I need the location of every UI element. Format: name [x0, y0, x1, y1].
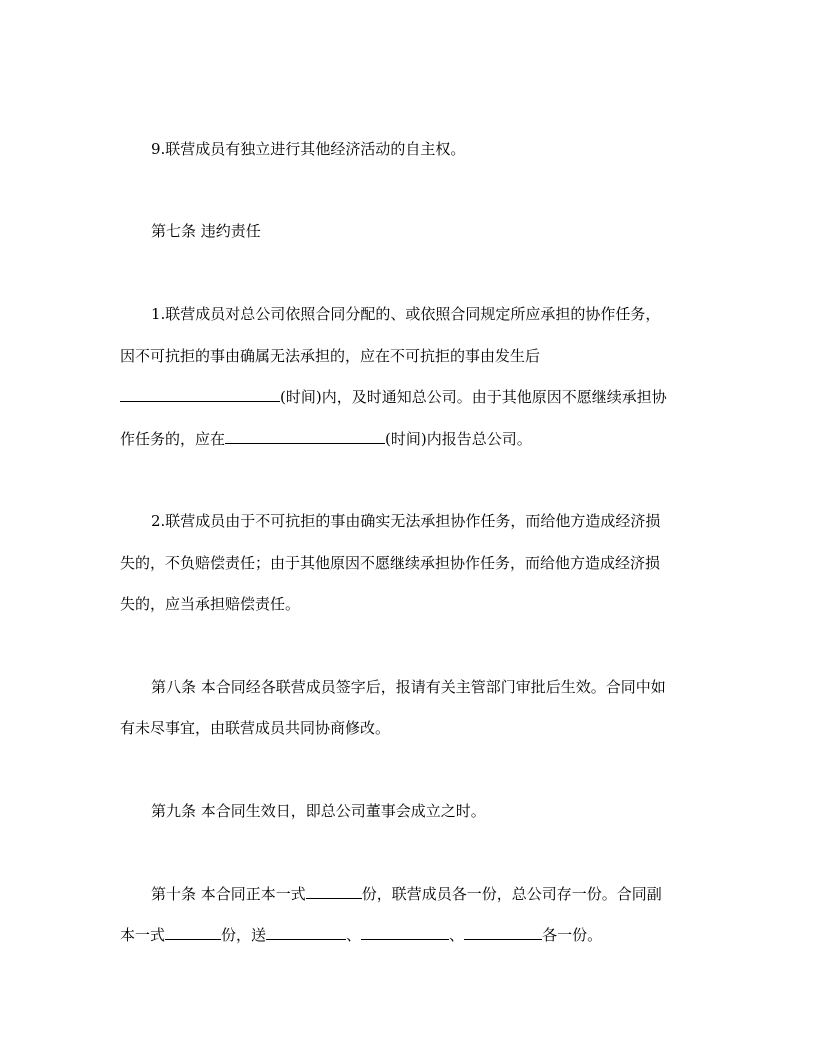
clause-2-line-2: 失的，不负赔偿责任；由于其他原因不愿继续承担协作任务，而给他方造成经济损 [120, 554, 661, 572]
article-10-line-2-end: 各一份。 [542, 926, 603, 944]
separator: 、 [449, 926, 465, 944]
clause-1-line-3-text: (时间)内，及时通知总公司。由于其他原因不愿继续承担协 [280, 388, 667, 406]
article-10-line-2-send: 份，送 [221, 926, 267, 944]
time-blank[interactable] [120, 387, 280, 402]
separator: 、 [346, 926, 362, 944]
article-7-heading: 第七条 违约责任 [151, 222, 261, 240]
recipient-blank[interactable] [464, 925, 542, 940]
clause-1-line-4-start: 作任务的，应在 [120, 430, 226, 448]
clause-1-line-3 [120, 387, 667, 407]
clause-2-line-3: 失的，应当承担赔偿责任。 [120, 595, 301, 613]
clause-2-line-1: 2.联营成员由于不可抗拒的事由确实无法承担协作任务，而给他方造成经济损 [151, 512, 661, 530]
copies-blank[interactable] [306, 884, 362, 899]
copies-blank[interactable] [165, 925, 221, 940]
article-10-line-2-start: 本一式 [120, 926, 166, 944]
recipient-blank[interactable] [266, 925, 346, 940]
clause-1-line-1: 1.联营成员对总公司依照合同分配的、或依照合同规定所应承担的协作任务， [151, 305, 661, 323]
clause-1-line-2: 因不可抗拒的事由确属无法承担的，应在不可抗拒的事由发生后 [120, 347, 541, 365]
clause-1-line-4 [120, 429, 532, 449]
recipient-blank[interactable] [361, 925, 449, 940]
article-8-line-1: 第八条 本合同经各联营成员签字后，报请有关主管部门审批后生效。合同中如 [151, 678, 666, 696]
clause-1-line-4-end: (时间)内报告总公司。 [385, 430, 532, 448]
article-10-line-1-start: 第十条 本合同正本一式 [151, 885, 306, 903]
time-blank[interactable] [225, 429, 385, 444]
article-10-line-2 [120, 925, 602, 945]
article-8-line-2: 有未尽事宜，由联营成员共同协商修改。 [120, 719, 391, 737]
article-10-line-1-end: 份，联营成员各一份，总公司存一份。合同副 [361, 885, 662, 903]
item-9: 9.联营成员有独立进行其他经济活动的自主权。 [151, 140, 466, 158]
article-9: 第九条 本合同生效日，即总公司董事会成立之时。 [151, 802, 486, 820]
article-10-line-1 [151, 884, 662, 904]
